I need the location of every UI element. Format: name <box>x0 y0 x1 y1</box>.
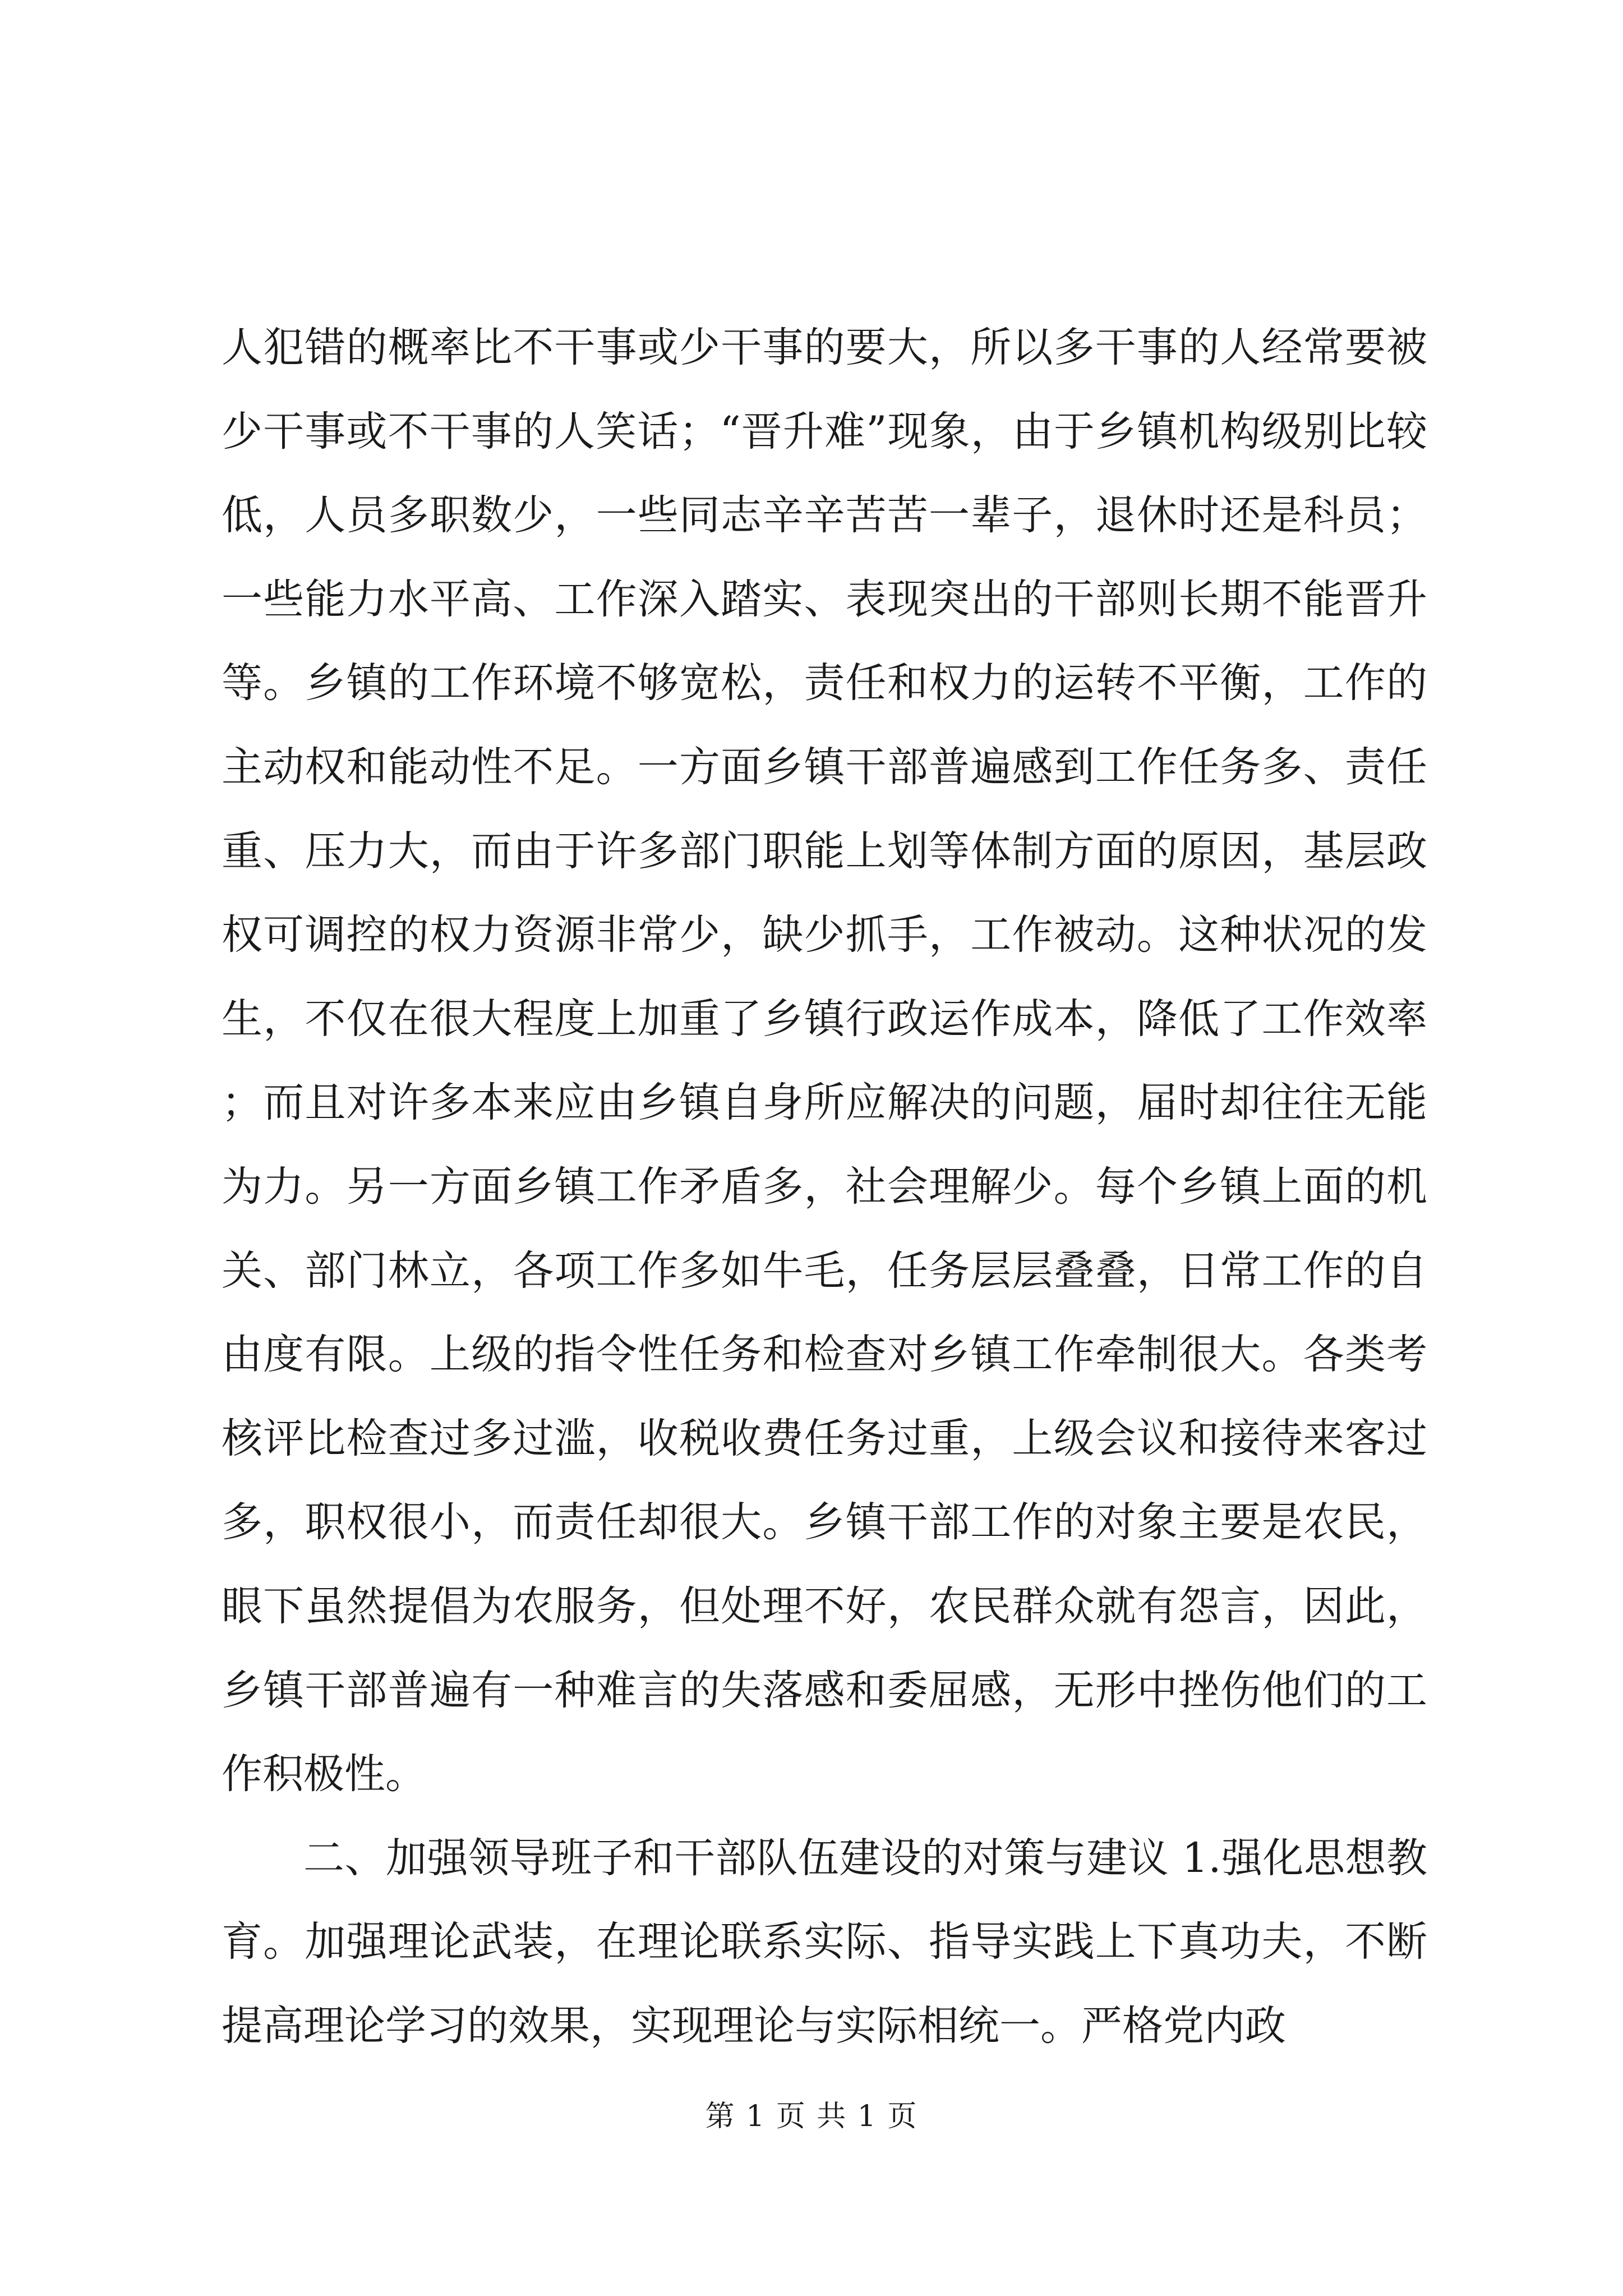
document-body <box>222 306 1427 2068</box>
body-paragraph: 人犯错的概率比不干事或少干事的要大，所以多干事的人经常要被少干事或不干事的人笑话；“晋升难”现象，由于乡镇机构级别比较低，人员多职数少，一些同志辛辛苦苦一辈子，退休时还是科员；一些能力水平高、工作深入踏实、表现突出的干部则长期不能晋升等。乡镇的工作环境不够宽松，责任和权力的运转不平衡，工作的主动权和能动性不足。一方面乡镇干部普遍感到工作任务多、责任重、压力大，而由于许多部门职能上划等体制方面的原因，基层政权可调控的权力资源非常少，缺少抓手，工作被动。这种状况的发生，不仅在很大程度上加重了乡镇行政运作成本，降低了工作效率；而且对许多本来应由乡镇自身所应解决的问题，届时却往往无能为力。另一方面乡镇工作矛盾多，社会理解少。每个乡镇上面的机关、部门林立，各项工作多如牛毛，任务层层叠叠，日常工作的自由度有限。上级的指令性任务和检查对乡镇工作牵制很大。各类考核评比检查过多过滥，收税收费任务过重，上级会议和接待来客过多，职权很小，而责任却很大。乡镇干部工作的对象主要是农民，眼下虽然提倡为农服务，但处理不好，农民群众就有怨言，因此，乡镇干部普遍有一种难言的失落感和委屈感，无形中挫伤他们的工作积极性。 <box>222 324 1427 1798</box>
section-heading-paragraph: 二、加强领导班子和干部队伍建设的对策与建议 1.强化思想教育。加强理论武装，在理论联系实际、指导实践上下真功夫，不断提高理论学习的效果，实现理论与实际相统一。严格党内政 <box>222 1834 1427 2050</box>
page-footer: 第 1 页 共 1 页 <box>705 2100 918 2133</box>
